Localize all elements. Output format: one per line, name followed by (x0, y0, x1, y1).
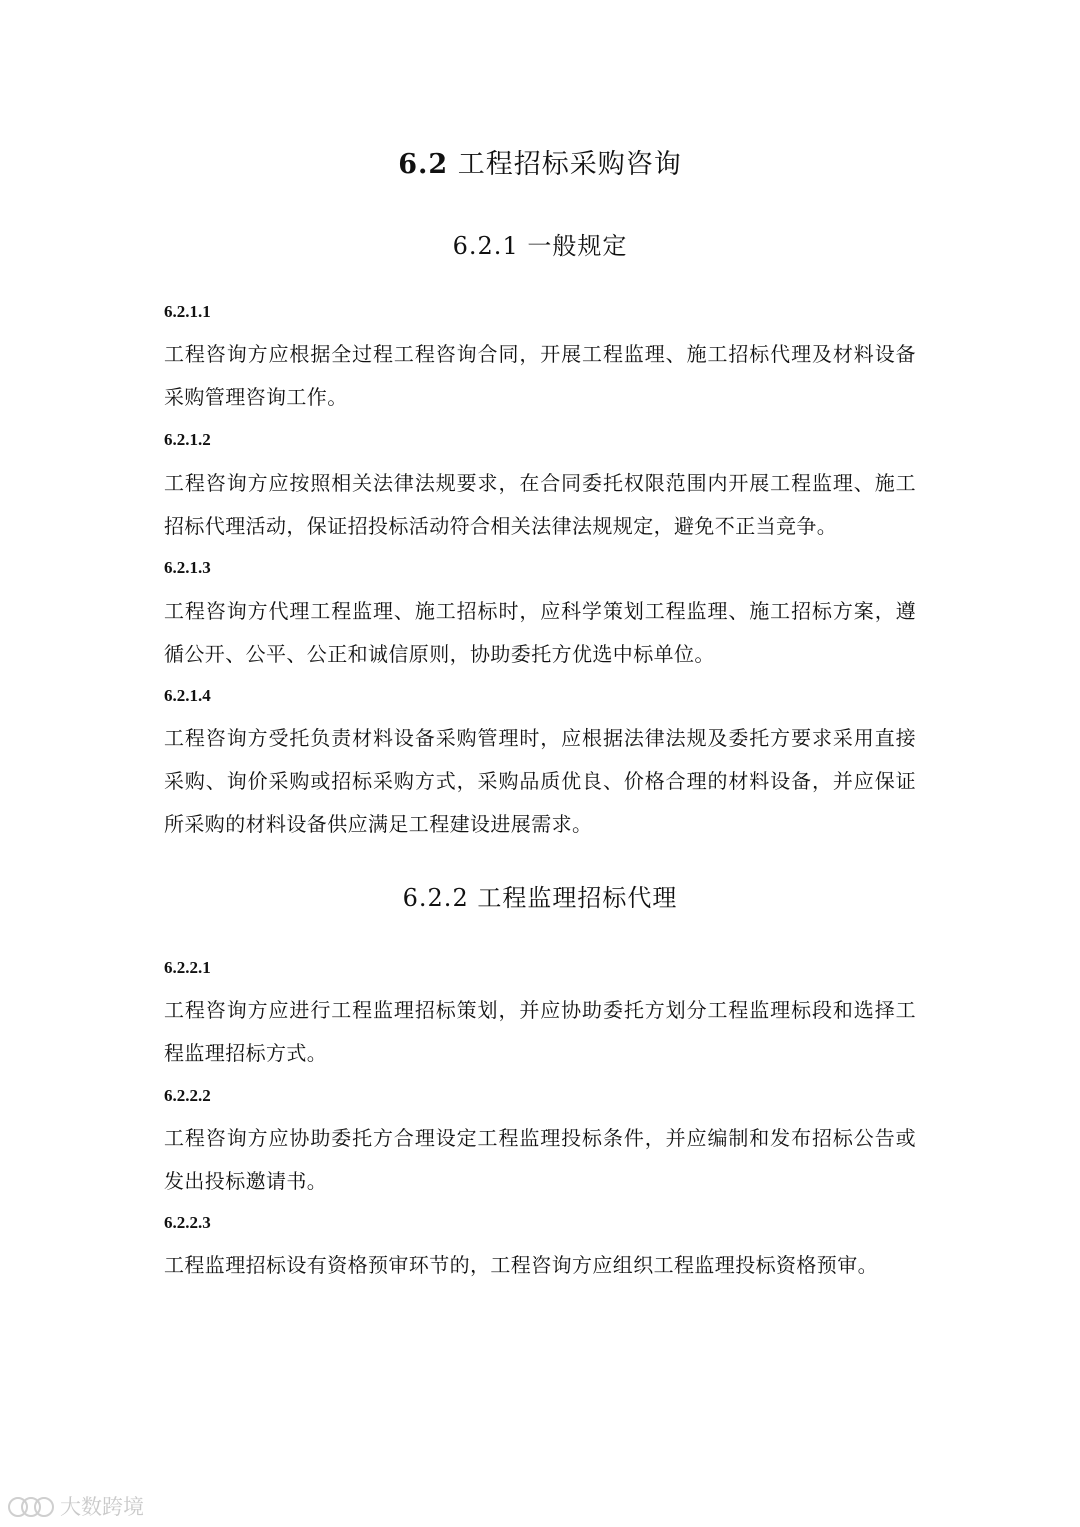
clause-text: 工程咨询方应进行工程监理招标策划，并应协助委托方划分工程监理标段和选择工程监理招标方式。 (164, 998, 916, 1065)
clause-text: 工程咨询方受托负责材料设备采购管理时，应根据法律法规及委托方要求采用直接采购、询价采购或招标采购方式，采购品质优良、价格合理的材料设备，并应保证所采购的材料设备供应满足工程建设进展需求。 (164, 726, 916, 836)
infinity-circles-icon (8, 1493, 56, 1519)
clause-text: 工程咨询方代理工程监理、施工招标时，应科学策划工程监理、施工招标方案，遵循公开、公平、公正和诚信原则，协助委托方优选中标单位。 (164, 599, 916, 666)
section-title (0, 142, 1080, 181)
section-title-text: 工程招标采购咨询 (457, 149, 682, 180)
clause-number: 6.2.1.4 (164, 686, 211, 705)
clause-text: 工程监理招标设有资格预审环节的，工程咨询方应组织工程监理投标资格预审。 (164, 1253, 878, 1277)
clause-number: 6.2.1.1 (164, 302, 211, 321)
watermark-text: 大数跨境 (60, 1495, 144, 1519)
clause-number: 6.2.2.1 (164, 958, 211, 977)
watermark (8, 1491, 144, 1521)
clause-text: 工程咨询方应协助委托方合理设定工程监理投标条件，并应编制和发布招标公告或发出投标邀请书。 (164, 1126, 916, 1193)
clause-number: 6.2.2.3 (164, 1213, 211, 1232)
subsection-heading-6-2-1: 6.2.1 一般规定 (452, 232, 628, 260)
clause-number: 6.2.1.2 (164, 430, 211, 449)
clause-text: 工程咨询方应根据全过程工程咨询合同，开展工程监理、施工招标代理及材料设备采购管理咨询工作。 (164, 342, 916, 409)
clause-number: 6.2.2.2 (164, 1086, 211, 1105)
subsection-heading-6-2-2: 6.2.2 工程监理招标代理 (402, 884, 678, 912)
section-number: 6.2 (398, 149, 449, 180)
clause-text: 工程咨询方应按照相关法律法规要求，在合同委托权限范围内开展工程监理、施工招标代理活动，保证招投标活动符合相关法律法规规定，避免不正当竞争。 (164, 471, 916, 538)
clause-number: 6.2.1.3 (164, 558, 211, 577)
